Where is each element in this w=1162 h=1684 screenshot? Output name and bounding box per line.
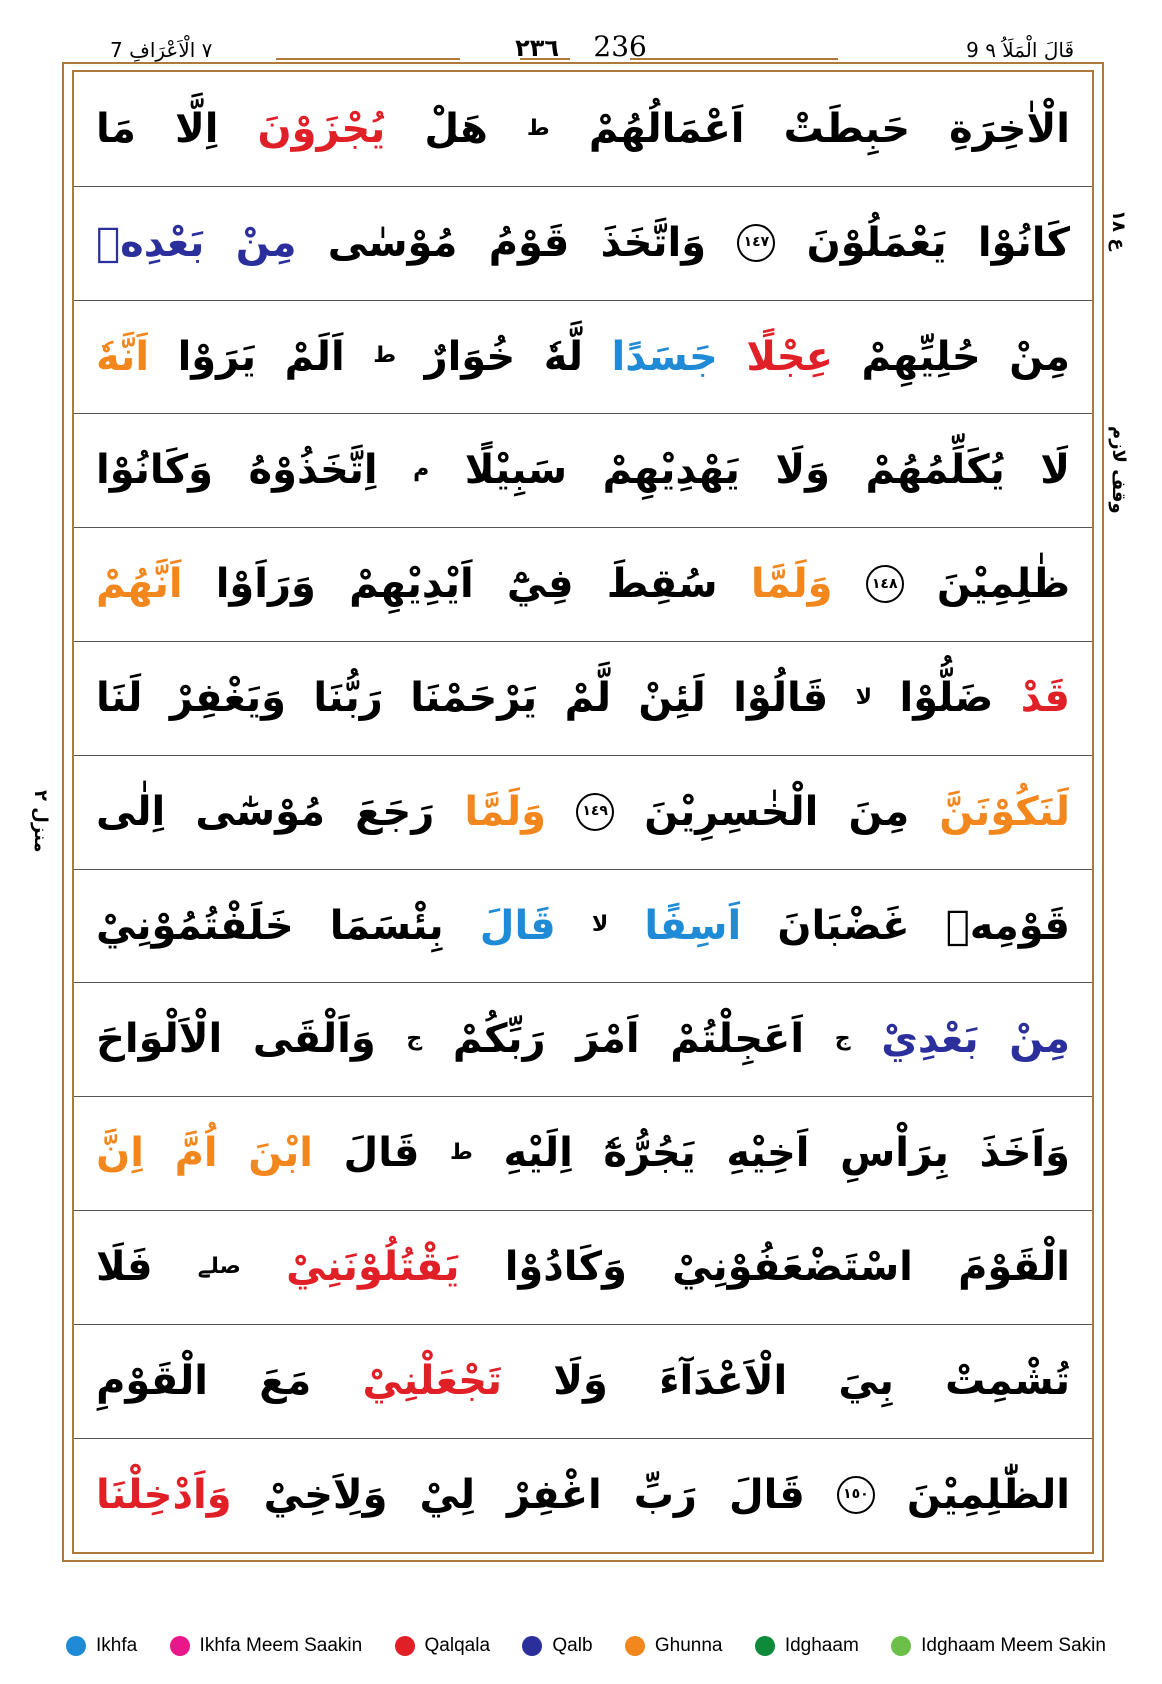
tajweed-color-legend — [66, 1628, 1106, 1664]
word: ظٰلِمِيْنَ — [936, 561, 1070, 608]
word: وَلَا — [553, 1357, 608, 1404]
legend-swatch — [755, 1636, 775, 1656]
legend-swatch — [170, 1636, 190, 1656]
word: مُوْسٰٓى — [195, 788, 325, 835]
manzil-note: منزل ٢ — [30, 790, 51, 853]
word: وَاَلْقَى — [252, 1016, 376, 1063]
text-line — [74, 641, 1092, 755]
word: اِلَّا — [174, 106, 219, 152]
word: مَا — [96, 106, 136, 152]
word: مِنَ — [848, 788, 910, 835]
text-line — [74, 1096, 1092, 1210]
text-line — [74, 1324, 1092, 1438]
line-separator — [74, 413, 1092, 414]
word: اِتَّخَذُوْهُ — [248, 447, 378, 494]
waqf-lazim-note: وقف لازم — [1108, 426, 1129, 514]
word: قَالَ — [728, 1471, 805, 1518]
word: قَالَ — [343, 1130, 420, 1177]
header-rule-right — [630, 58, 838, 60]
word: مِنْ — [235, 219, 297, 266]
ayah-number-marker: ١٤٩ — [576, 793, 614, 831]
word: وَلَمَّا — [750, 561, 833, 608]
word: حَبِطَتْ — [783, 106, 911, 152]
word: بَعْدِهٖ — [96, 219, 205, 266]
word: وَاَخَذَ — [979, 1130, 1070, 1177]
line-separator — [74, 186, 1092, 187]
word: قَوْمِهٖ — [945, 902, 1070, 949]
legend-item — [522, 1635, 592, 1657]
word: مُوْسٰى — [327, 219, 458, 266]
surah-name-label: ٧ الْاَعْرَافِ 7 — [110, 38, 213, 62]
word: الْخٰسِرِيْنَ — [644, 788, 819, 835]
ayah-number-marker: ١٥٠ — [837, 1476, 875, 1514]
word: عِجْلًا — [746, 333, 833, 380]
word: رَجَعَ — [355, 788, 435, 835]
word: اَلَمْ — [284, 333, 345, 380]
word: تُشْمِتْ — [945, 1357, 1070, 1404]
waqf-sign: ج — [834, 1026, 851, 1052]
header-rule-left — [276, 58, 460, 60]
word: سُقِطَ — [606, 561, 718, 608]
word: الْقَوْمَ — [958, 1244, 1070, 1290]
waqf-sign: لا — [591, 912, 609, 938]
line-separator — [74, 755, 1092, 756]
legend-item — [66, 1635, 137, 1657]
word: حُلِيِّهِمْ — [861, 333, 981, 380]
waqf-sign: ط — [526, 115, 550, 141]
word: لِيْ — [419, 1471, 476, 1518]
word: وَلِاَخِيْ — [263, 1471, 388, 1518]
legend-item — [891, 1635, 1106, 1657]
text-line — [74, 869, 1092, 983]
word: وَكَادُوْا — [504, 1244, 627, 1290]
word: يَرَوْا — [177, 333, 257, 380]
word: اَنَّهٗ — [96, 333, 150, 380]
line-separator — [74, 1210, 1092, 1211]
legend-label: Ikhfa Meem Saakin — [199, 1635, 363, 1656]
page-number-arabic: ٢٣٦ — [515, 34, 560, 62]
text-line — [74, 755, 1092, 869]
word: رَبِّكُمْ — [452, 1016, 546, 1063]
word: هَلْ — [424, 106, 488, 152]
word: وَكَانُوْا — [96, 447, 213, 494]
word: قَالَ — [479, 902, 556, 949]
header-rule-mid — [520, 58, 570, 60]
word: اَعْمَالُهُمْ — [588, 106, 745, 152]
waqf-sign: لا — [855, 684, 873, 710]
text-line — [74, 72, 1092, 186]
word: يَعْمَلُوْنَ — [806, 219, 947, 266]
word: الْقَوْمِ — [96, 1357, 208, 1404]
word: الْاَعْدَآءَ — [659, 1357, 788, 1404]
word: اِلٰى — [96, 788, 166, 835]
legend-item — [755, 1635, 859, 1657]
word: مِنْ — [1009, 333, 1070, 380]
legend-item — [395, 1635, 491, 1657]
word: مَعَ — [259, 1357, 312, 1404]
word: وَرَاَوْا — [215, 561, 316, 608]
word: وَلَا — [775, 447, 831, 494]
text-line — [74, 1438, 1092, 1552]
word: فِيْٓ — [506, 561, 574, 608]
word: وَاَدْخِلْنَا — [96, 1471, 232, 1518]
word: مِنْ — [1009, 1016, 1070, 1063]
waqf-sign: م — [413, 457, 430, 483]
page-number: 236 — [593, 30, 647, 63]
word: غَضْبَانَ — [777, 902, 910, 949]
word: لَنَكُوْنَنَّ — [939, 788, 1070, 835]
legend-item — [625, 1635, 723, 1657]
word: بِيَ — [838, 1357, 894, 1404]
word: رَبِّ — [633, 1471, 697, 1518]
word: ابْنَ — [248, 1130, 313, 1177]
word: اَيْدِيْهِمْ — [349, 561, 474, 608]
word: اِلَيْهِ — [503, 1130, 573, 1177]
juz-name-label: 9 قَالَ الْمَلَاُ ٩ — [966, 38, 1074, 62]
line-separator — [74, 641, 1092, 642]
word: لَئِنْ — [638, 675, 706, 721]
text-line — [74, 300, 1092, 414]
word: بَعْدِيْ — [881, 1016, 979, 1063]
legend-item — [170, 1635, 363, 1657]
word: لَّهٗ — [543, 333, 584, 380]
word: وَيَغْفِرْ — [169, 675, 286, 721]
word: وَاتَّخَذَ — [600, 219, 707, 266]
word: رَبُّنَا — [313, 675, 383, 721]
word: فَلَا — [96, 1244, 153, 1290]
text-line — [74, 527, 1092, 641]
waqf-sign: ج — [406, 1026, 423, 1052]
legend-label: Idghaam Meem Sakin — [921, 1635, 1106, 1656]
word: بِرَاْسِ — [840, 1130, 949, 1177]
waqf-sign: ط — [373, 343, 397, 369]
line-separator — [74, 982, 1092, 983]
legend-swatch — [395, 1636, 415, 1656]
word: ضَلُّوْا — [899, 675, 994, 721]
word: يَرْحَمْنَا — [410, 675, 538, 721]
word: يُجْزَوْنَ — [257, 106, 386, 152]
legend-label: Ghunna — [654, 1635, 723, 1656]
line-separator — [74, 1438, 1092, 1439]
word: الْاٰخِرَةِ — [949, 106, 1070, 152]
word: اِنَّ — [96, 1130, 144, 1177]
waqf-sign: ط — [450, 1139, 473, 1165]
line-separator — [74, 1096, 1092, 1097]
word: اَعَجِلْتُمْ — [670, 1016, 805, 1063]
word: الظّٰلِمِيْنَ — [906, 1471, 1070, 1518]
line-separator — [74, 1324, 1092, 1325]
legend-swatch — [522, 1636, 542, 1656]
word: يَقْتُلُوْنَنِيْ — [286, 1244, 460, 1290]
word: اغْفِرْ — [507, 1471, 602, 1518]
text-line — [74, 982, 1092, 1096]
word: جَسَدًا — [611, 333, 718, 380]
ayah-number-marker: ١٤٧ — [737, 224, 775, 262]
word: قَدْ — [1020, 675, 1070, 721]
page-number-header — [0, 30, 1162, 64]
legend-swatch — [625, 1636, 645, 1656]
line-separator — [74, 869, 1092, 870]
word: اَنَّهُمْ — [96, 561, 183, 608]
legend-label: Qalqala — [424, 1635, 491, 1656]
word: خُوَارٌ — [424, 333, 516, 380]
word: بِئْسَمَا — [329, 902, 444, 949]
quran-text-area — [74, 72, 1092, 1552]
text-line — [74, 1210, 1092, 1324]
text-line — [74, 186, 1092, 300]
legend-label: Ikhfa — [96, 1635, 138, 1656]
legend-swatch — [891, 1636, 911, 1656]
word: اَمْرَ — [576, 1016, 640, 1063]
word: اَخِيْهِ — [726, 1130, 810, 1177]
word: يَهْدِيْهِمْ — [602, 447, 740, 494]
word: اُمَّ — [174, 1130, 218, 1177]
word: خَلَفْتُمُوْنِيْ — [96, 902, 294, 949]
word: تَجْعَلْنِيْ — [362, 1357, 503, 1404]
ayah-number-marker: ١٤٨ — [866, 565, 904, 603]
word: لَنَا — [96, 675, 143, 721]
word: لَا — [1040, 447, 1070, 494]
word: قَالُوْا — [733, 675, 829, 721]
word: لَّمْ — [564, 675, 611, 721]
legend-label: Idghaam — [784, 1635, 859, 1656]
waqf-sign: صلے — [197, 1253, 241, 1279]
ruku-mark: ع ١٨ — [1108, 210, 1129, 251]
word: يُكَلِّمُهُمْ — [865, 447, 1005, 494]
text-line — [74, 413, 1092, 527]
word: يَجُرُّهٗٓ — [603, 1130, 696, 1177]
line-separator — [74, 527, 1092, 528]
word: اسْتَضْعَفُوْنِيْ — [672, 1244, 913, 1290]
word: سَبِيْلًا — [464, 447, 568, 494]
word: اَسِفًا — [644, 902, 742, 949]
word: قَوْمُ — [488, 219, 570, 266]
word: كَانُوْا — [977, 219, 1070, 266]
word: وَلَمَّا — [464, 788, 547, 835]
legend-label: Qalb — [552, 1635, 593, 1656]
word: الْاَلْوَاحَ — [96, 1016, 223, 1063]
legend-swatch — [66, 1636, 86, 1656]
line-separator — [74, 300, 1092, 301]
